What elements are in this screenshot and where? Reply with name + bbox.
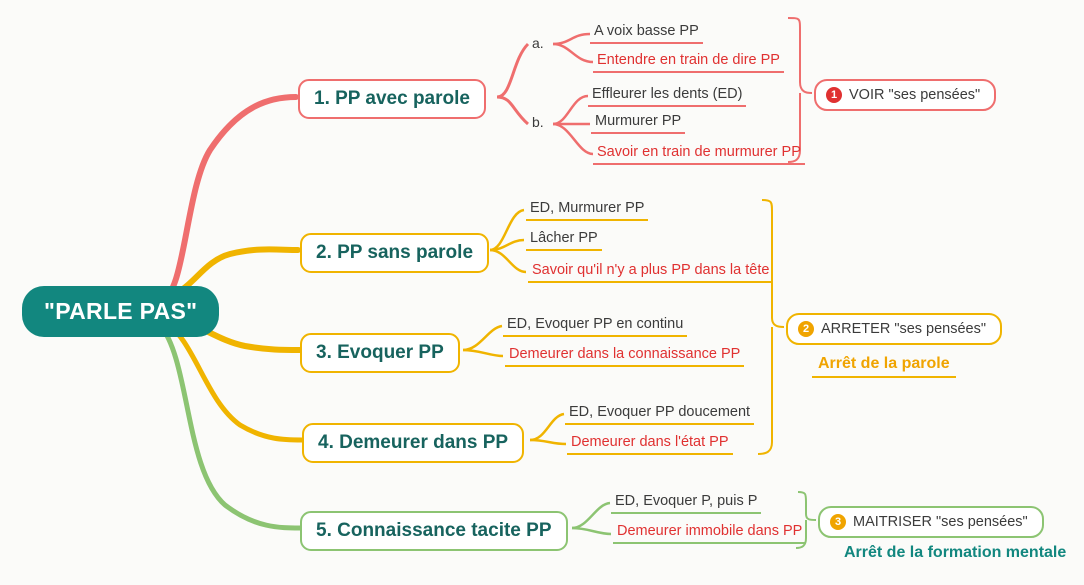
callout-badge-3: 3	[830, 514, 846, 530]
leaf-node[interactable]: A voix basse PP	[590, 22, 703, 44]
callout-label-3: MAITRISER "ses pensées"	[853, 514, 1028, 530]
callout-1[interactable]	[814, 79, 996, 111]
leaf-node[interactable]: ED, Murmurer PP	[526, 199, 648, 221]
branch-node-3[interactable]: 3. Evoquer PP	[300, 333, 460, 373]
branch-node-5[interactable]: 5. Connaissance tacite PP	[300, 511, 568, 551]
callout-badge-1: 1	[826, 87, 842, 103]
leaf-node[interactable]: Lâcher PP	[526, 229, 602, 251]
leaf-node[interactable]: ED, Evoquer PP en continu	[503, 315, 687, 337]
branch-node-2[interactable]: 2. PP sans parole	[300, 233, 489, 273]
callout-label-1: VOIR "ses pensées"	[849, 87, 981, 103]
leaf-node[interactable]: ED, Evoquer P, puis P	[611, 492, 761, 514]
leaf-node[interactable]: ED, Evoquer PP doucement	[565, 403, 754, 425]
leaf-node[interactable]: Demeurer dans l'état PP	[567, 433, 733, 455]
group-marker-1b: b.	[532, 114, 544, 130]
callout-3[interactable]	[818, 506, 1044, 538]
leaf-node[interactable]: Entendre en train de dire PP	[593, 51, 784, 73]
leaf-node[interactable]: Murmurer PP	[591, 112, 685, 134]
callout-label-2: ARRETER "ses pensées"	[821, 321, 987, 337]
leaf-node[interactable]: Savoir en train de murmurer PP	[593, 143, 805, 165]
branch-node-4[interactable]: 4. Demeurer dans PP	[302, 423, 524, 463]
note-arret-formation-mentale: Arrêt de la formation mentale	[844, 544, 1067, 561]
leaf-node[interactable]: Savoir qu'il n'y a plus PP dans la tête	[528, 261, 773, 283]
leaf-node[interactable]: Effleurer les dents (ED)	[588, 85, 746, 107]
root-node[interactable]: "PARLE PAS"	[22, 286, 219, 337]
branch-node-1[interactable]: 1. PP avec parole	[298, 79, 486, 119]
note-arret-parole: Arrêt de la parole	[812, 352, 956, 378]
callout-badge-2: 2	[798, 321, 814, 337]
leaf-node[interactable]: Demeurer dans la connaissance PP	[505, 345, 744, 367]
callout-2[interactable]	[786, 313, 1002, 345]
group-marker-1a: a.	[532, 35, 544, 51]
leaf-node[interactable]: Demeurer immobile dans PP	[613, 522, 806, 544]
